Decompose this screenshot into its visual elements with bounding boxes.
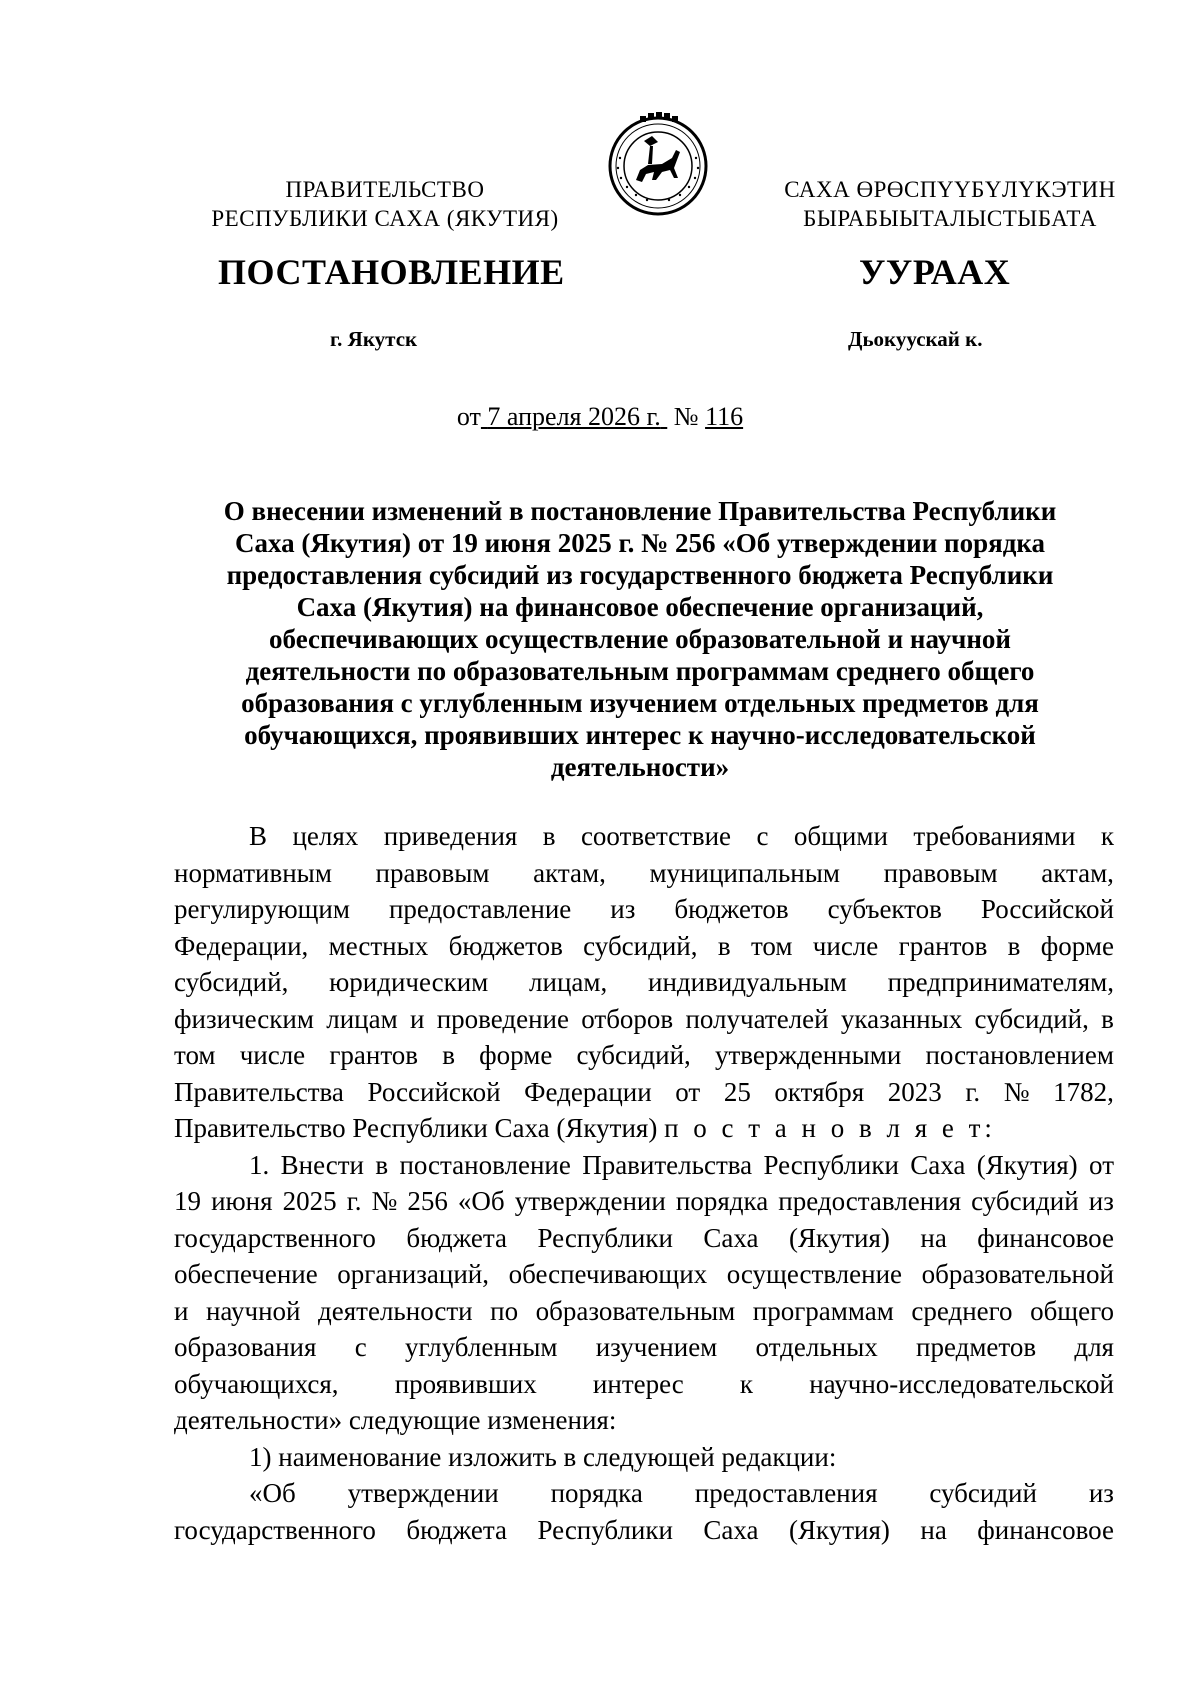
word: октября: [774, 1076, 865, 1107]
word: муниципальным: [649, 857, 840, 888]
word: том: [174, 1040, 216, 1070]
title-line: обеспечивающих осуществление образовательной и научной: [269, 624, 1011, 654]
word: предпринимателям,: [887, 967, 1114, 997]
word: Саха: [703, 1514, 759, 1545]
word: финансовое: [977, 1514, 1114, 1545]
document-body: [174, 818, 1114, 1548]
word: общего: [1030, 1295, 1114, 1326]
word: от: [675, 1076, 701, 1107]
title-line: предоставления субсидий из государственного бюджета Республики: [226, 560, 1054, 590]
word: предоставления: [778, 1186, 962, 1216]
word: субсидий,: [583, 930, 698, 961]
document-title: [180, 495, 1100, 783]
body-line: Правительство Республики Саха (Якутия) п о с т а н о в л я е т:: [174, 1113, 996, 1143]
word: «Об: [457, 1186, 505, 1216]
word: от: [1089, 1149, 1114, 1180]
word: местных: [328, 930, 429, 961]
title-line: деятельности»: [550, 752, 730, 782]
word: субсидий: [971, 1186, 1079, 1216]
word: №: [371, 1186, 398, 1216]
word: индивидуальным: [648, 967, 847, 997]
word: на: [920, 1514, 947, 1545]
word: бюджета: [406, 1514, 508, 1545]
word: интерес: [592, 1368, 684, 1399]
document-date: 7 апреля 2026 г.: [487, 402, 661, 431]
word: грантов: [329, 1040, 419, 1070]
word: утверждении: [514, 1186, 666, 1216]
word: из: [1088, 1478, 1114, 1508]
document-number: 116: [705, 402, 744, 431]
title-line: Саха (Якутия) на финансовое обеспечение организаций,: [296, 592, 984, 622]
word: с: [354, 1332, 367, 1362]
body-line: [174, 1183, 1114, 1220]
word: постановлением: [925, 1040, 1114, 1070]
number-label: №: [673, 402, 699, 431]
word: порядка: [550, 1478, 643, 1508]
word: в: [442, 1040, 455, 1070]
word: числе: [812, 930, 879, 961]
word: программам: [752, 1295, 894, 1326]
word: проявивших: [394, 1368, 537, 1399]
word: физическим: [174, 1003, 314, 1034]
word: из: [610, 894, 636, 924]
word: государственного: [174, 1222, 376, 1253]
body-line: деятельности» следующие изменения:: [174, 1405, 617, 1435]
word: образовательной: [921, 1259, 1114, 1289]
header-right-line: БЫРАБЫЫТАЛЫСТЫБАТА: [803, 206, 1097, 231]
word: бюджетов: [448, 930, 563, 961]
title-line: образования с углубленным изучением отдельных предметов для: [241, 688, 1039, 718]
date-line: [0, 402, 1200, 432]
word: финансовое: [977, 1222, 1114, 1253]
word: в: [375, 1149, 389, 1180]
word: обеспечение: [174, 1259, 318, 1289]
word: в: [542, 821, 556, 851]
doc-type-sah: УУРААХ: [859, 252, 1011, 292]
word: субсидий,: [974, 1003, 1089, 1034]
word: правовым: [883, 857, 998, 888]
word: углубленным: [404, 1332, 558, 1362]
word: научно-исследовательской: [809, 1368, 1114, 1399]
word: (Якутия): [976, 1149, 1078, 1180]
word: регулирующим: [174, 894, 350, 924]
word: 2025: [282, 1186, 337, 1216]
body-line: [174, 1256, 1114, 1293]
word: бюджетов: [674, 894, 789, 924]
word: постановление: [399, 1149, 571, 1180]
word: указанных: [840, 1003, 963, 1034]
word: г.: [965, 1076, 981, 1107]
word: к: [1100, 821, 1114, 851]
resolves-word: п о с т а н о в л я е т:: [664, 1113, 996, 1143]
word: актам,: [1041, 857, 1114, 888]
word: по: [490, 1295, 519, 1326]
word: №: [1003, 1076, 1030, 1107]
word: образования: [174, 1332, 317, 1362]
word: осуществление: [726, 1259, 903, 1289]
word: организаций,: [337, 1259, 490, 1289]
title-line: деятельности по образовательным программам среднего общего: [245, 656, 1035, 686]
word: бюджета: [406, 1222, 508, 1253]
word: порядка: [675, 1186, 769, 1216]
word: 256: [407, 1186, 448, 1216]
word: утвержденными: [714, 1040, 902, 1070]
body-line: [174, 1512, 1114, 1549]
word: и: [409, 1003, 425, 1034]
word: 25: [723, 1076, 751, 1107]
word: лицам: [326, 1003, 398, 1034]
body-line: [174, 1147, 1114, 1184]
word: целях: [292, 821, 359, 851]
word: субсидий,: [174, 967, 289, 997]
body-line: [174, 818, 1114, 855]
word: форме: [1040, 930, 1114, 961]
word: (Якутия): [789, 1514, 890, 1545]
word: предоставления: [694, 1478, 878, 1508]
title-line: Саха (Якутия) от 19 июня 2025 г. № 256 «Об утверждении порядка: [234, 528, 1046, 558]
word: грантов: [898, 930, 988, 961]
word: в: [1101, 1003, 1114, 1034]
word: с: [756, 821, 769, 851]
word: утверждении: [347, 1478, 499, 1508]
word: В: [249, 821, 268, 851]
city-ru: г. Якутск: [330, 327, 418, 351]
word: в: [1007, 930, 1021, 961]
word: Правительства: [582, 1149, 753, 1180]
body-line: [174, 855, 1114, 892]
word: образовательным: [535, 1295, 736, 1326]
word: форме: [479, 1040, 553, 1070]
word: 2023: [887, 1076, 942, 1107]
word: Российской: [980, 894, 1114, 924]
word: отдельных: [755, 1332, 878, 1362]
word: предметов: [916, 1332, 1037, 1362]
word: правовым: [375, 857, 490, 888]
word: деятельности: [318, 1295, 473, 1326]
word: предоставление: [388, 894, 572, 924]
header-right: [740, 175, 1160, 233]
word: Республики: [537, 1514, 673, 1545]
city-sah: Дьокуускай к.: [848, 327, 983, 351]
title-line: О внесении изменений в постановление Правительства Республики: [223, 496, 1057, 526]
word: отборов: [581, 1003, 674, 1034]
word: субъектов: [827, 894, 942, 924]
word: 19: [174, 1186, 201, 1216]
header-left-line: РЕСПУБЛИКИ САХА (ЯКУТИЯ): [211, 206, 559, 231]
word: г.: [346, 1186, 362, 1216]
word: субсидий: [929, 1478, 1037, 1508]
header-right-line: САХА ӨРӨСПҮҮБҮЛҮКЭТИН: [784, 177, 1116, 202]
word: соответствие: [580, 821, 732, 851]
word: из: [1088, 1186, 1114, 1216]
word: 1782,: [1053, 1076, 1114, 1107]
word: Внести: [280, 1149, 364, 1180]
word: обеспечивающих: [508, 1259, 708, 1289]
body-line: [174, 928, 1114, 965]
word: проведение: [436, 1003, 569, 1034]
word: Федерации: [524, 1076, 652, 1107]
word: Российской: [367, 1076, 501, 1107]
word: (Якутия): [789, 1222, 890, 1253]
header-left-line: ПРАВИТЕЛЬСТВО: [285, 177, 485, 202]
word: среднего: [911, 1295, 1013, 1326]
word: лицам,: [529, 967, 608, 997]
word: требованиями: [913, 821, 1076, 851]
word: и: [174, 1295, 189, 1326]
word: нормативным: [174, 857, 332, 888]
header-left: [175, 175, 595, 233]
word: Республики: [537, 1222, 673, 1253]
body-line: [174, 1001, 1114, 1038]
word: научной: [205, 1295, 301, 1326]
word: в: [717, 930, 731, 961]
word: 1.: [249, 1149, 270, 1180]
word: получателей: [685, 1003, 829, 1034]
word: приведения: [383, 821, 518, 851]
word: Федерации,: [174, 930, 309, 961]
word: для: [1074, 1332, 1114, 1362]
word: юридическим: [329, 967, 489, 997]
word: Саха: [703, 1222, 759, 1253]
word: актам,: [533, 857, 606, 888]
coat-of-arms-icon: [600, 108, 716, 224]
body-line: [174, 1329, 1114, 1366]
word: к: [739, 1368, 754, 1399]
body-line: [174, 1293, 1114, 1330]
word: июня: [211, 1186, 273, 1216]
word: общими: [793, 821, 888, 851]
date-prefix: от: [456, 402, 481, 431]
doc-type-ru: ПОСТАНОВЛЕНИЕ: [218, 252, 565, 292]
word: Саха: [910, 1149, 966, 1180]
word: государственного: [174, 1514, 376, 1545]
body-line: [174, 1220, 1114, 1257]
word: «Об: [249, 1478, 296, 1508]
body-line: [174, 1074, 1114, 1111]
body-line: 1) наименование изложить в следующей редакции:: [249, 1441, 837, 1472]
word: обучающихся,: [174, 1368, 339, 1399]
word: субсидий,: [576, 1040, 691, 1070]
title-line: обучающихся, проявивших интерес к научно-исследовательской: [244, 720, 1036, 750]
body-line: [174, 964, 1114, 1001]
word: том: [750, 930, 793, 961]
word: Правительства: [174, 1076, 344, 1107]
body-line: [174, 1366, 1114, 1403]
word: на: [920, 1222, 947, 1253]
word: изучением: [595, 1332, 718, 1362]
word: Республики: [763, 1149, 899, 1180]
word: числе: [239, 1040, 306, 1070]
body-line: [174, 1037, 1114, 1074]
body-line: [174, 891, 1114, 928]
body-line: [174, 1475, 1114, 1512]
